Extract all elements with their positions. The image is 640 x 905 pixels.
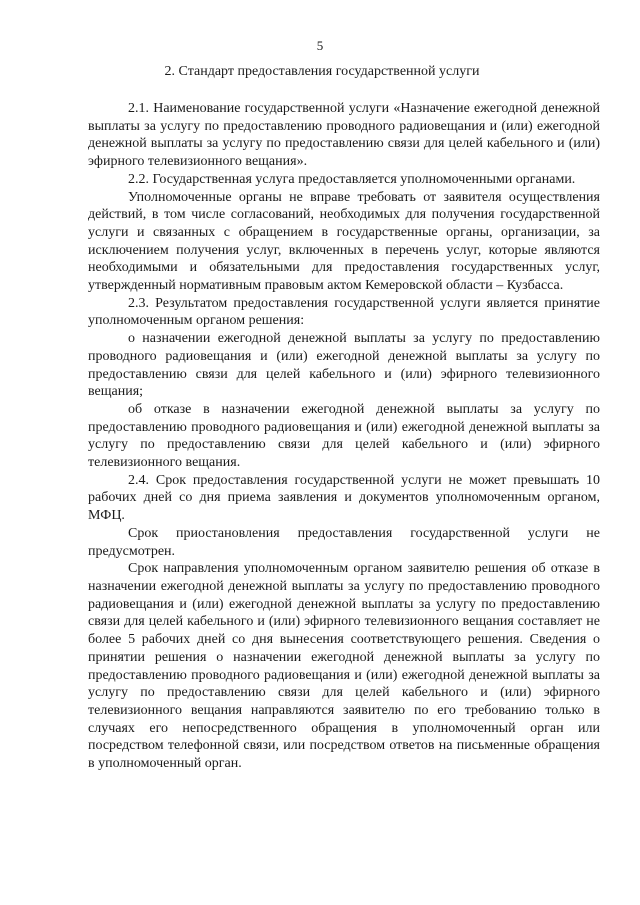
paragraph-authorized-bodies: Уполномоченные органы не вправе требовать от заявителя осуществления действий, в том числе согласований, необходимых для получения государственной услуги и связанных с обращением в государственные органы, организации, за исключением получения услуг, включенных в перечень услуг, которые являются необходимыми и обязательными для предоставления государственных услуг, утвержденный нормативным правовым актом Кемеровской области – Кузбасса. (88, 189, 600, 294)
paragraph-suspension-term: Срок приостановления предоставления государственной услуги не предусмотрен. (88, 525, 600, 559)
paragraph-2-4: 2.4. Срок предоставления государственной услуги не может превышать 10 рабочих дней со дня приема заявления и документов уполномоченным органом, МФЦ. (88, 472, 600, 524)
paragraph-decision-grant: о назначении ежегодной денежной выплаты за услугу по предоставлению проводного радиовещания и (или) ежегодной денежной выплаты за услугу по предоставлению связи для целей кабельного и (или) эфирного телевизионного вещания; (88, 331, 600, 400)
page-number: 5 (316, 38, 324, 53)
paragraph-decision-refusal: об отказе в назначении ежегодной денежной выплаты за услугу по предоставлению проводного радиовещания и (или) ежегодной денежной выплаты за услугу по предоставлению связи для целей кабельного и (или) эфирного телевизионного вещания. (88, 401, 600, 471)
paragraph-2-2: 2.2. Государственная услуга предоставляется уполномоченными органами. (128, 171, 576, 187)
paragraph-2-3: 2.3. Результатом предоставления государственной услуги является принятие уполномоченным органом решения: (88, 295, 600, 329)
paragraph-notification-term: Срок направления уполномоченным органом заявителю решения об отказе в назначении ежегодной денежной выплаты за услугу по предоставлению проводного радиовещания и (или) ежегодной денежной выплаты за услугу по предоставлению связи для целей кабельного и (или) эфирного телевизионного вещания составляет не более 5 рабочих дней со дня вынесения соответствующего решения. Сведения о принятии решения о назначении ежегодной денежной выплаты за услугу по предоставлению проводного радиовещания и (или) ежегодной денежной выплаты за услугу по предоставлению связи для целей кабельного и (или) эфирного телевизионного вещания направляются заявителю по его требованию только в случаях его непосредственного обращения в уполномоченный орган или посредством телефонной связи, или посредством ответов на письменные обращения в уполномоченный орган. (88, 561, 600, 772)
paragraph-2-1: 2.1. Наименование государственной услуги «Назначение ежегодной денежной выплаты за услугу по предоставлению проводного радиовещания и (или) ежегодной денежной выплаты за услугу по предоставлению связи для целей кабельного и (или) эфирного телевизионного вещания». (88, 101, 600, 170)
document-body (88, 100, 600, 773)
section-title: 2. Стандарт предоставления государственной услуги (164, 64, 480, 79)
